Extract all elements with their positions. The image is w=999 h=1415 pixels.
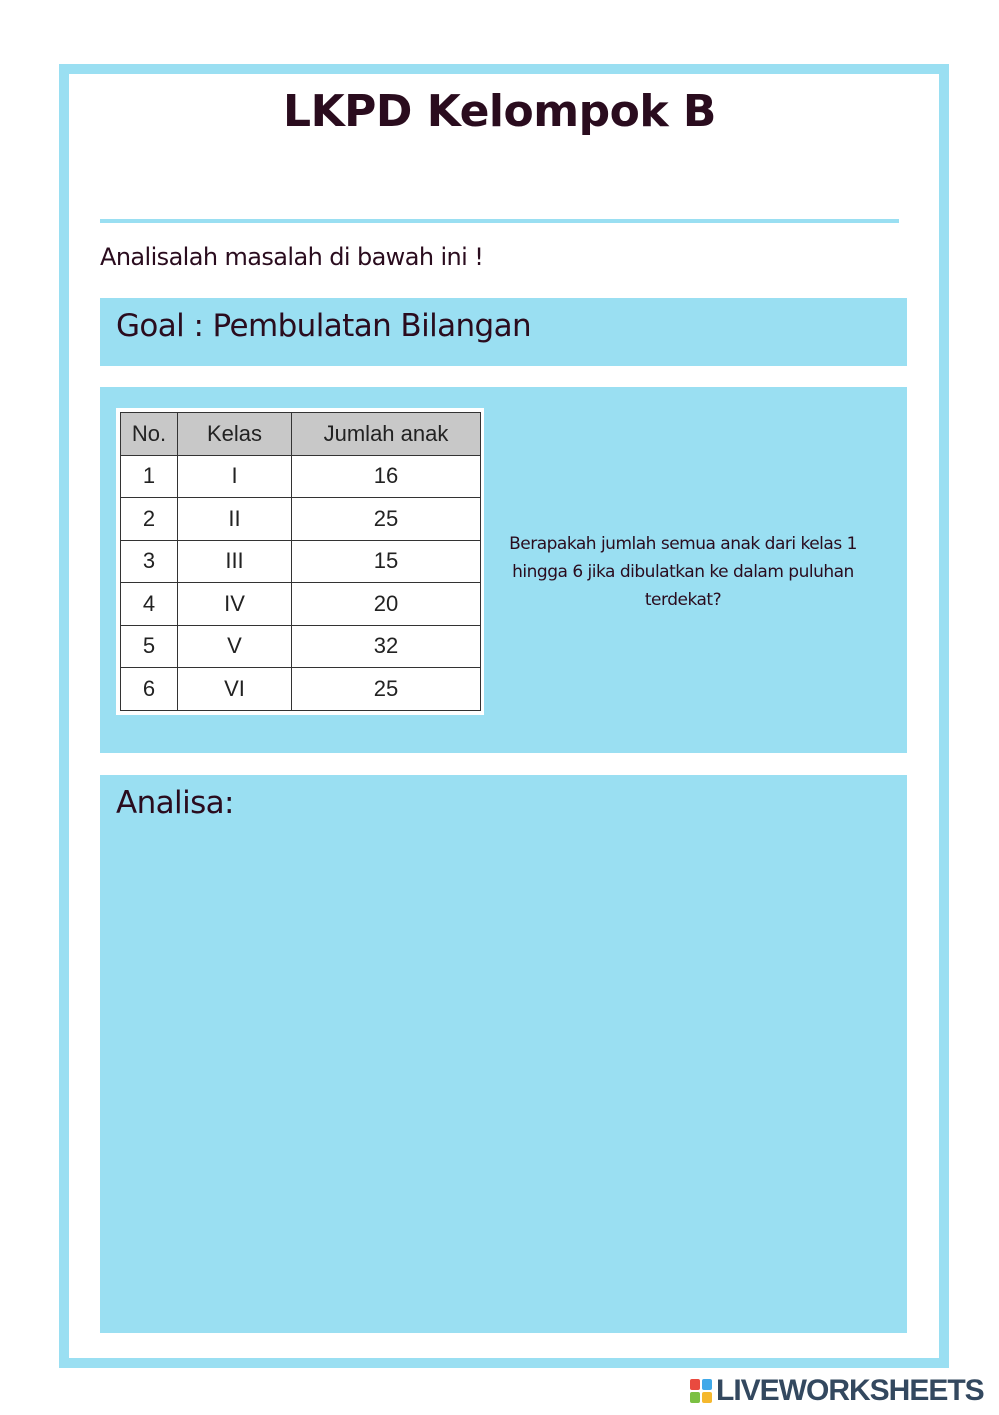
- header-no: No.: [121, 413, 178, 456]
- title-divider: [100, 219, 899, 223]
- brand-name: LIVEWORKSHEETS: [716, 1374, 984, 1407]
- cell-kelas: I: [178, 455, 292, 498]
- cell-no: 3: [121, 540, 178, 583]
- table-row: [121, 540, 481, 583]
- cell-jumlah: 15: [292, 540, 481, 583]
- cell-jumlah: 16: [292, 455, 481, 498]
- problem-panel: [100, 387, 907, 753]
- page-title: LKPD Kelompok B: [283, 86, 716, 137]
- cell-kelas: III: [178, 540, 292, 583]
- cell-no: 6: [121, 668, 178, 711]
- instruction-text: Analisalah masalah di bawah ini !: [100, 243, 484, 271]
- class-count-table: [120, 412, 481, 711]
- question-line: terdekat?: [644, 590, 722, 610]
- analysis-answer-area[interactable]: [100, 775, 907, 1333]
- cell-jumlah: 32: [292, 625, 481, 668]
- table-row: [121, 668, 481, 711]
- cell-no: 1: [121, 455, 178, 498]
- cell-jumlah: 20: [292, 583, 481, 626]
- question-line: hingga 6 jika dibulatkan ke dalam puluhan: [512, 562, 854, 582]
- cell-kelas: IV: [178, 583, 292, 626]
- cell-jumlah: 25: [292, 498, 481, 541]
- table-row: [121, 498, 481, 541]
- data-table-container: [116, 408, 484, 715]
- table-row: [121, 455, 481, 498]
- header-kelas: Kelas: [178, 413, 292, 456]
- question-line: Berapakah jumlah semua anak dari kelas 1: [509, 534, 857, 554]
- cell-no: 5: [121, 625, 178, 668]
- header-jumlah-anak: Jumlah anak: [292, 413, 481, 456]
- cell-no: 2: [121, 498, 178, 541]
- cell-no: 4: [121, 583, 178, 626]
- cell-kelas: VI: [178, 668, 292, 711]
- cell-kelas: V: [178, 625, 292, 668]
- table-row: [121, 583, 481, 626]
- cell-kelas: II: [178, 498, 292, 541]
- question-text: [500, 530, 866, 614]
- goal-text: Goal : Pembulatan Bilangan: [116, 308, 532, 344]
- cell-jumlah: 25: [292, 668, 481, 711]
- table-header-row: [121, 413, 481, 456]
- goal-panel: [100, 298, 907, 366]
- analysis-label: Analisa:: [116, 785, 234, 821]
- liveworksheets-logo-icon: [690, 1379, 712, 1403]
- table-row: [121, 625, 481, 668]
- brand-watermark: [690, 1374, 984, 1408]
